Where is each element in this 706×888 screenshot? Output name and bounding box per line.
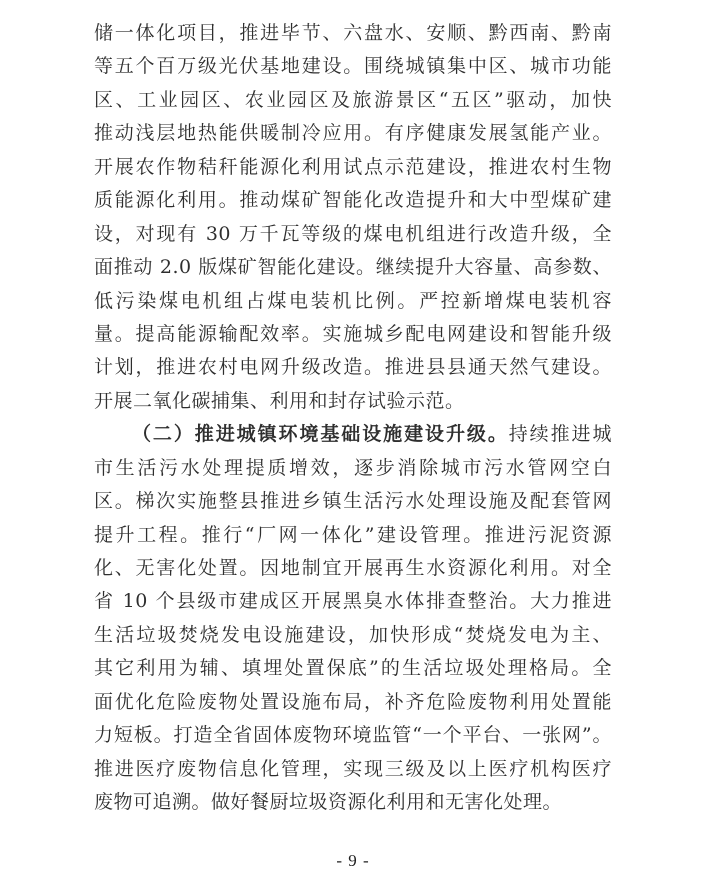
- text-line: [94, 619, 612, 652]
- text-line: [94, 786, 612, 819]
- text-line: [94, 485, 612, 518]
- text-line: [94, 17, 612, 50]
- text-line: [94, 418, 612, 451]
- body-text: 区、工业园区、农业园区及旅游景区“五区”驱动，加快: [94, 88, 612, 111]
- text-line: [94, 552, 612, 585]
- body-text: 储一体化项目，推进毕节、六盘水、安顺、黔西南、黔南: [94, 22, 612, 44]
- text-line: [94, 719, 612, 752]
- body-text: 开展农作物秸秆能源化利用试点示范建设，推进农村生物: [94, 155, 612, 178]
- text-block: [94, 17, 612, 820]
- body-text: 提升工程。推行“厂网一体化”建设管理。推进污泥资源: [94, 523, 612, 546]
- text-line: [94, 753, 612, 786]
- body-text: 持续推进城: [508, 423, 612, 446]
- page-number: - 9 -: [336, 851, 370, 870]
- text-line: [94, 318, 612, 351]
- body-text: 计划，推进农村电网升级改造。推进县县通天然气建设。: [94, 356, 612, 379]
- text-line: [94, 50, 612, 83]
- body-text: 市生活污水处理提质增效，逐步消除城市污水管网空白: [94, 456, 612, 479]
- text-line: [94, 452, 612, 485]
- body-text: 设，对现有 30 万千瓦等级的煤电机组进行改造升级，全: [94, 222, 612, 245]
- text-line: [94, 385, 612, 418]
- text-line: [94, 585, 612, 618]
- body-text: 等五个百万级光伏基地建设。围绕城镇集中区、城市功能: [94, 55, 612, 78]
- body-text: 省 10 个县级市建成区开展黑臭水体排查整治。大力推进: [94, 590, 612, 613]
- body-text: 其它利用为辅、填埋处置保底”的生活垃圾处理格局。全: [94, 657, 612, 680]
- body-text: 推动浅层地热能供暖制冷应用。有序健康发展氢能产业。: [94, 122, 612, 145]
- body-text: 废物可追溯。做好餐厨垃圾资源化利用和无害化处理。: [94, 791, 563, 814]
- text-line: [94, 218, 612, 251]
- body-text: 推进医疗废物信息化管理，实现三级及以上医疗机构医疗: [94, 757, 612, 780]
- text-line: [94, 84, 612, 117]
- body-text: 量。提高能源输配效率。实施城乡配电网建设和智能升级: [94, 322, 612, 345]
- text-line: [94, 251, 612, 284]
- body-text: 低污染煤电机组占煤电装机比例。严控新增煤电装机容: [94, 289, 612, 312]
- text-line: [94, 652, 612, 685]
- body-text: 区。梯次实施整县推进乡镇生活污水处理设施及配套管网: [94, 490, 612, 513]
- text-line: [94, 351, 612, 384]
- text-line: [94, 117, 612, 150]
- body-text: 开展二氧化碳捕集、利用和封存试验示范。: [94, 389, 465, 412]
- body-text: 质能源化利用。推动煤矿智能化改造提升和大中型煤矿建: [94, 189, 612, 212]
- body-text: 化、无害化处置。因地制宜开展再生水资源化利用。对全: [94, 557, 612, 579]
- text-line: [94, 686, 612, 719]
- body-text: 力短板。打造全省固体废物环境监管“一个平台、一张网”。: [94, 724, 612, 747]
- paragraph: [94, 418, 612, 819]
- text-line: [94, 184, 612, 217]
- text-line: [94, 285, 612, 318]
- heading-text: （二）推进城镇环境基础设施建设升级。: [132, 423, 509, 446]
- body-text: 面优化危险废物处置设施布局，补齐危险废物利用处置能: [94, 690, 612, 713]
- text-line: [94, 519, 612, 552]
- body-text: 生活垃圾焚烧发电设施建设，加快形成“焚烧发电为主、: [94, 623, 612, 646]
- body-text: 面推动 2.0 版煤矿智能化建设。继续提升大容量、高参数、: [94, 256, 612, 279]
- text-line: [94, 151, 612, 184]
- paragraph: [94, 17, 612, 418]
